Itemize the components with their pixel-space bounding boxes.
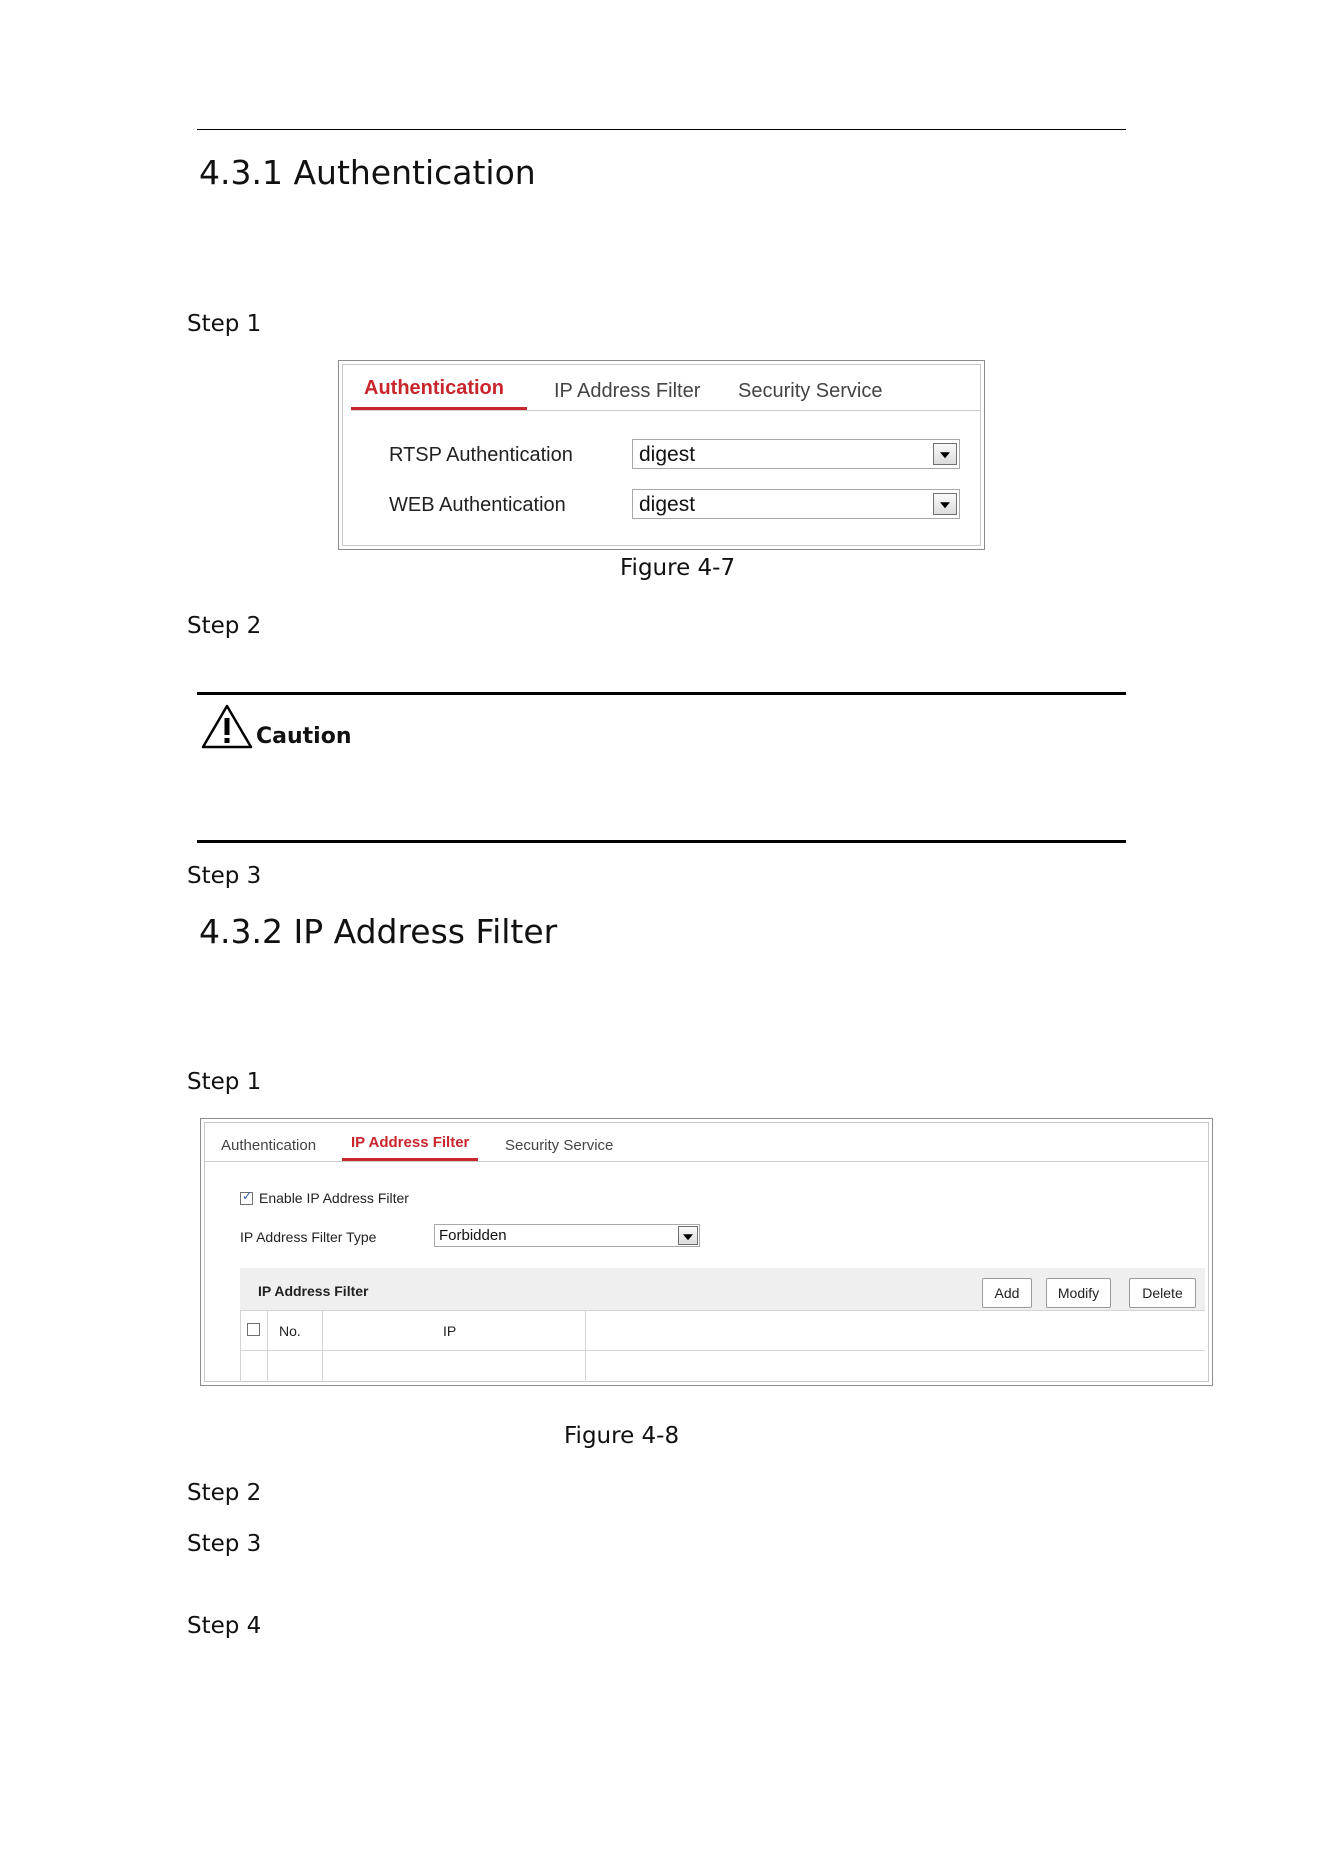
section-heading-authentication: 4.3.1 Authentication [199,153,536,192]
tab-security-service[interactable]: Security Service [738,380,883,402]
chevron-down-icon[interactable] [933,443,957,465]
active-tab-underline [351,407,527,410]
add-button[interactable]: Add [982,1278,1032,1308]
figure-caption: Figure 4-8 [564,1423,680,1449]
select-all-checkbox[interactable] [247,1323,260,1336]
figure-4-8-ip-address-filter-panel [200,1118,1213,1386]
step-label: Step 3 [187,863,262,889]
tab-security-service[interactable]: Security Service [505,1137,614,1154]
table-row[interactable] [240,1351,1205,1382]
rtsp-authentication-label: RTSP Authentication [389,444,573,466]
tab-ip-address-filter[interactable]: IP Address Filter [554,380,701,402]
chevron-down-icon[interactable] [933,493,957,515]
tab-bar [205,1123,1208,1162]
active-tab-underline [342,1158,478,1161]
caution-top-rule [197,692,1126,695]
warning-icon [201,703,253,750]
caution-bottom-rule [197,840,1126,843]
ip-filter-type-select[interactable] [434,1224,700,1247]
table-border-top [240,1310,1205,1311]
step-label: Step 2 [187,1480,262,1506]
enable-ip-filter-label: Enable IP Address Filter [259,1190,409,1206]
chevron-down-icon[interactable] [678,1226,698,1245]
column-header-no: No. [279,1323,301,1339]
rtsp-authentication-value: digest [639,443,696,466]
web-authentication-label: WEB Authentication [389,494,566,516]
tab-ip-address-filter[interactable]: IP Address Filter [351,1134,470,1151]
step-label: Step 2 [187,613,262,639]
tab-bar [351,365,980,411]
step-label: Step 3 [187,1531,262,1557]
enable-ip-filter-checkbox[interactable] [240,1192,253,1205]
rtsp-authentication-select[interactable] [632,439,960,469]
ip-filter-type-value: Forbidden [439,1227,507,1244]
figure-4-7-authentication-panel [338,360,985,550]
delete-button[interactable]: Delete [1129,1278,1196,1308]
figure-caption: Figure 4-7 [620,555,736,581]
ip-filter-list-header [240,1268,1205,1310]
ip-filter-type-label: IP Address Filter Type [240,1229,377,1245]
ip-filter-list-title: IP Address Filter [258,1283,369,1299]
step-label: Step 4 [187,1613,262,1639]
tab-authentication[interactable]: Authentication [364,377,504,399]
web-authentication-select[interactable] [632,489,960,519]
column-header-ip: IP [443,1323,457,1339]
step-label: Step 1 [187,311,262,337]
tab-authentication[interactable]: Authentication [221,1137,317,1154]
web-authentication-value: digest [639,493,696,516]
step-label: Step 1 [187,1069,262,1095]
top-rule [197,129,1126,130]
modify-button[interactable]: Modify [1046,1278,1111,1308]
caution-label: Caution [256,724,352,749]
section-heading-ip-address-filter: 4.3.2 IP Address Filter [199,912,558,951]
